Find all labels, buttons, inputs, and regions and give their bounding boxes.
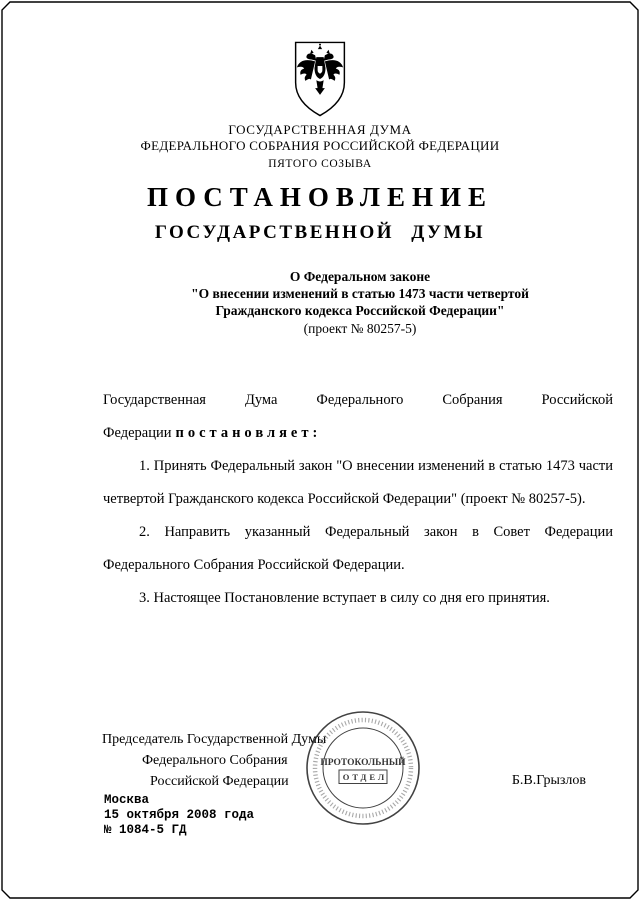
- subject-project-number: (проект № 80257-5): [303, 321, 417, 336]
- subject-line-1: О Федеральном законе: [289, 269, 431, 284]
- signer-title-line-3: Российской Федерации: [150, 774, 289, 789]
- stamp-text-line-1: ПРОТОКОЛЬНЫЙ: [320, 758, 406, 768]
- footer-block: [104, 793, 254, 838]
- body-item-1: 1. Принять Федеральный закон "О внесении изменений в статью 1473 части четвертой Гражданского кодекса Российской Федерации" (проект № 80257-5).: [103, 458, 613, 507]
- org-subtitle: ФЕДЕРАЛЬНОГО СОБРАНИЯ РОССИЙСКОЙ ФЕДЕРАЦИИ: [140, 138, 500, 153]
- signer-title-line-1: Председатель Государственной Думы: [102, 732, 327, 747]
- subject-line-3: Гражданского кодекса Российской Федерации": [215, 303, 505, 318]
- org-header: [0, 122, 640, 172]
- signer-name: Б.В.Грызлов: [511, 773, 586, 788]
- signer-title-line-2: Федерального Собрания: [142, 753, 288, 768]
- intro-keyword: постановляет:: [175, 425, 322, 441]
- round-stamp: [303, 708, 423, 828]
- org-convocation: ПЯТОГО СОЗЫВА: [268, 158, 372, 170]
- stamp-text-line-2: ОТДЕЛ: [342, 772, 388, 782]
- doc-type-title: ПОСТАНОВЛЕНИЕ: [146, 182, 494, 212]
- body-text: [103, 384, 613, 615]
- body-item-2: 2. Направить указанный Федеральный закон в Совет Федерации Федерального Собрания Российской Федерации.: [103, 524, 613, 573]
- doc-type-subtitle: ГОСУДАРСТВЕННОЙ ДУМЫ: [154, 222, 486, 243]
- footer-date: 15 октября 2008 года: [104, 808, 255, 822]
- body-item-3: 3. Настоящее Постановление вступает в силу со дня его принятия.: [139, 590, 550, 606]
- footer-number: № 1084-5 ГД: [104, 823, 187, 837]
- intro-paragraph: [103, 384, 613, 450]
- subject-block: [150, 268, 570, 337]
- doc-type-block: [0, 182, 640, 244]
- intro-text: Государственная Дума Федерального Собрания Российской Федерации: [103, 392, 613, 441]
- subject-line-2: "О внесении изменений в статью 1473 части четвертой: [191, 286, 529, 301]
- org-name: ГОСУДАРСТВЕННАЯ ДУМА: [228, 122, 412, 137]
- coat-of-arms-icon: [289, 40, 351, 118]
- stamp-ring-microtext: [315, 720, 411, 816]
- footer-city: Москва: [104, 793, 150, 807]
